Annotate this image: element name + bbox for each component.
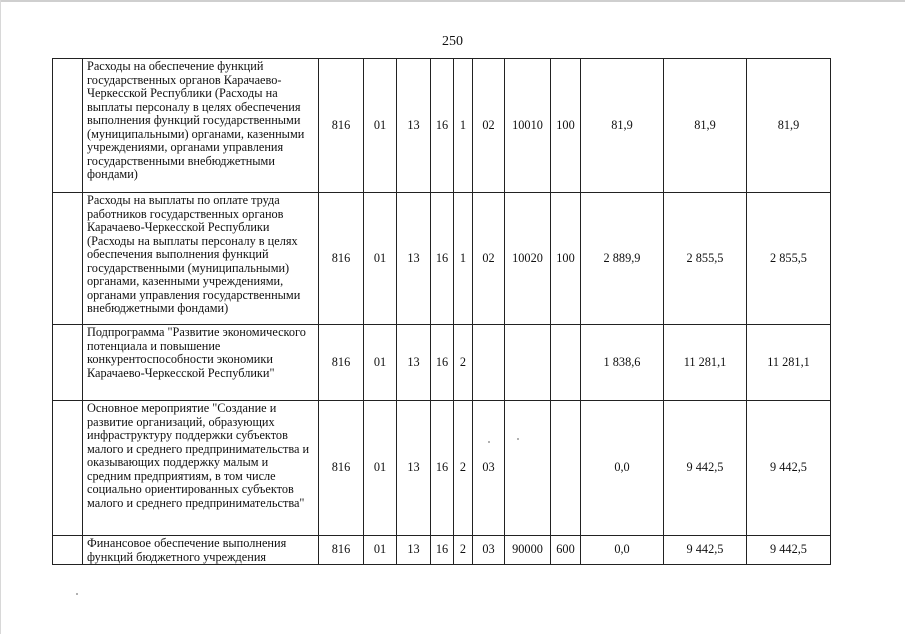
table-row xyxy=(53,401,831,536)
ministry-code-cell: 816 xyxy=(319,193,364,325)
amount-year-1-cell: 2 889,9 xyxy=(581,193,664,325)
index-cell xyxy=(53,59,83,193)
amount-year-2-cell: 11 281,1 xyxy=(664,325,747,401)
amount-year-2-cell: 9 442,5 xyxy=(664,401,747,536)
direction-code-cell: 10010 xyxy=(505,59,551,193)
expense-type-cell: 100 xyxy=(551,59,581,193)
table-row xyxy=(53,536,831,565)
program-code-cell: 16 xyxy=(431,193,454,325)
event-code-cell: 03 xyxy=(473,536,505,565)
page-number: 250 xyxy=(442,34,463,49)
section-code-cell: 01 xyxy=(364,536,397,565)
direction-code-cell: 90000 xyxy=(505,536,551,565)
ministry-code-cell: 816 xyxy=(319,401,364,536)
section-code-cell: 01 xyxy=(364,401,397,536)
subprogram-code-cell: 2 xyxy=(454,536,473,565)
ministry-code-cell: 816 xyxy=(319,59,364,193)
amount-year-3-cell: 2 855,5 xyxy=(747,193,831,325)
amount-year-2-cell: 9 442,5 xyxy=(664,536,747,565)
table-row xyxy=(53,193,831,325)
subsection-code-cell: 13 xyxy=(397,193,431,325)
index-cell xyxy=(53,193,83,325)
program-code-cell: 16 xyxy=(431,401,454,536)
description-cell: Расходы на выплаты по оплате труда работников государственных органов Карачаево-Черкесской Республики (Расходы на выплаты персоналу в целях обеспечения выполнения функций государственными (муниципальными) органами, казенными учреждениями, органами управления государственными внебюджетными фондами) xyxy=(83,193,319,325)
scan-speck xyxy=(76,593,78,595)
amount-year-3-cell: 9 442,5 xyxy=(747,536,831,565)
expense-type-cell xyxy=(551,401,581,536)
subsection-code-cell: 13 xyxy=(397,59,431,193)
event-code-cell: 02 xyxy=(473,193,505,325)
event-code-cell: 02 xyxy=(473,59,505,193)
index-cell xyxy=(53,401,83,536)
amount-year-3-cell: 11 281,1 xyxy=(747,325,831,401)
budget-table xyxy=(52,58,831,565)
index-cell xyxy=(53,536,83,565)
amount-year-3-cell: 81,9 xyxy=(747,59,831,193)
event-code-cell: 03 xyxy=(473,401,505,536)
description-cell: Финансовое обеспечение выполнения функций бюджетного учреждения xyxy=(83,536,319,565)
description-cell: Расходы на обеспечение функций государственных органов Карачаево-Черкесской Республики (Расходы на выплаты персоналу в целях обеспечения выполнения функций государственными (муниципальными) органами, казенными учреждениями, органами управления государственными внебюджетными фондами) xyxy=(83,59,319,193)
description-cell: Основное мероприятие "Создание и развитие организаций, образующих инфраструктуру поддержки субъектов малого и среднего предпринимательства и оказывающих поддержку малым и средним предприятиям, в том числе социально ориентированных субъектов малого и среднего предпринимательства" xyxy=(83,401,319,536)
amount-year-1-cell: 1 838,6 xyxy=(581,325,664,401)
ministry-code-cell: 816 xyxy=(319,536,364,565)
direction-code-cell: 10020 xyxy=(505,193,551,325)
table-row xyxy=(53,325,831,401)
direction-code-cell xyxy=(505,325,551,401)
scan-speck xyxy=(517,438,519,440)
amount-year-3-cell: 9 442,5 xyxy=(747,401,831,536)
amount-year-2-cell: 2 855,5 xyxy=(664,193,747,325)
subprogram-code-cell: 2 xyxy=(454,401,473,536)
scan-edge xyxy=(0,0,1,634)
subsection-code-cell: 13 xyxy=(397,325,431,401)
subprogram-code-cell: 1 xyxy=(454,193,473,325)
scan-edge xyxy=(0,0,905,2)
program-code-cell: 16 xyxy=(431,325,454,401)
subsection-code-cell: 13 xyxy=(397,401,431,536)
section-code-cell: 01 xyxy=(364,193,397,325)
program-code-cell: 16 xyxy=(431,59,454,193)
subprogram-code-cell: 2 xyxy=(454,325,473,401)
subprogram-code-cell: 1 xyxy=(454,59,473,193)
amount-year-2-cell: 81,9 xyxy=(664,59,747,193)
event-code-cell xyxy=(473,325,505,401)
section-code-cell: 01 xyxy=(364,59,397,193)
subsection-code-cell: 13 xyxy=(397,536,431,565)
ministry-code-cell: 816 xyxy=(319,325,364,401)
expense-type-cell: 100 xyxy=(551,193,581,325)
section-code-cell: 01 xyxy=(364,325,397,401)
program-code-cell: 16 xyxy=(431,536,454,565)
direction-code-cell xyxy=(505,401,551,536)
scan-speck xyxy=(488,441,490,443)
amount-year-1-cell: 81,9 xyxy=(581,59,664,193)
amount-year-1-cell: 0,0 xyxy=(581,401,664,536)
index-cell xyxy=(53,325,83,401)
expense-type-cell: 600 xyxy=(551,536,581,565)
expense-type-cell xyxy=(551,325,581,401)
amount-year-1-cell: 0,0 xyxy=(581,536,664,565)
description-cell: Подпрограмма "Развитие экономического потенциала и повышение конкурентоспособности экономики Карачаево-Черкесской Республики" xyxy=(83,325,319,401)
table-row xyxy=(53,59,831,193)
